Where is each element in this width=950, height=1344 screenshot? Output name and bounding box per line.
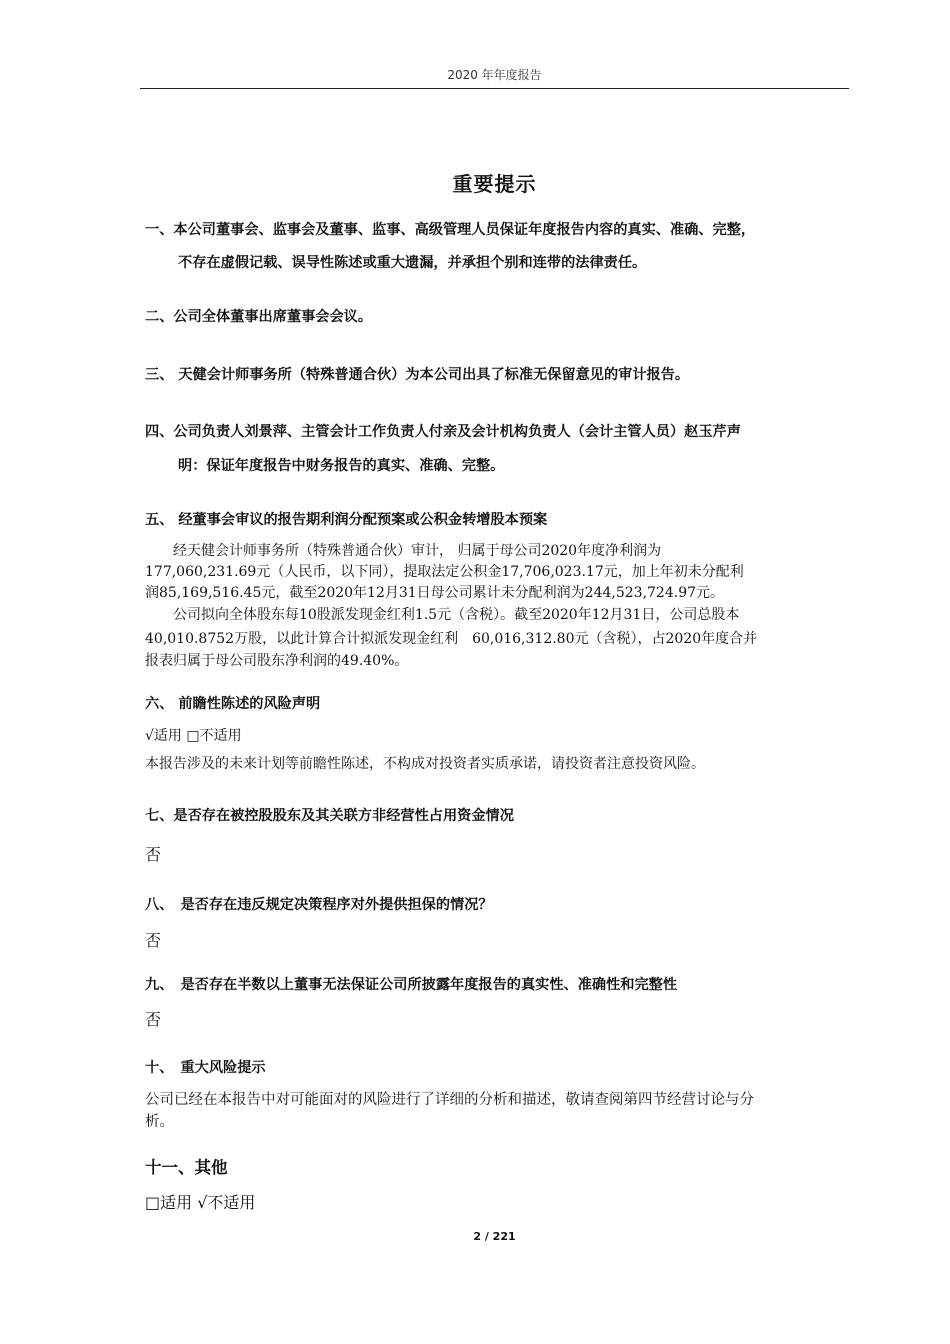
section-8-answer: 否 (145, 931, 162, 950)
section-6-options: √适用 □不适用 (145, 728, 242, 744)
page-title: 重要提示 (452, 172, 537, 196)
section-5-para-2-line-2: 40,010.8752万股，以此计算合计拟派发现金红利 60,016,312.80元（含税），占2020年度合并 (145, 631, 758, 647)
section-6-heading: 六、 前瞻性陈述的风险声明 (145, 696, 321, 712)
section-4-line-2: 明：保证年度报告中财务报告的真实、准确、完整。 (178, 458, 505, 474)
section-3: 三、 天健会计师事务所（特殊普通合伙）为本公司出具了标准无保留意见的审计报告。 (145, 367, 690, 383)
section-1-line-2: 不存在虚假记载、误导性陈述或重大遗漏，并承担个别和连带的法律责任。 (178, 255, 647, 271)
section-5-heading: 五、 经董事会审议的报告期利润分配预案或公积金转增股本预案 (145, 512, 548, 528)
section-7-heading: 七、是否存在被控股股东及其关联方非经营性占用资金情况 (145, 808, 514, 824)
section-1-line-1: 一、本公司董事会、监事会及董事、监事、高级管理人员保证年度报告内容的真实、准确、完整， (145, 222, 756, 238)
section-5-para-1-line-2: 177,060,231.69元（人民币，以下同），提取法定公积金17,706,023.17元，加上年初未分配利 (145, 564, 744, 580)
page-header: 2020 年年度报告 (447, 68, 542, 82)
section-5-para-1-line-1: 经天健会计师事务所（特殊普通合伙）审计， 归属于母公司2020年度净利润为 (173, 543, 662, 559)
section-5-para-1-line-3: 润85,169,516.45元，截至2020年12月31日母公司累计未分配利润为244,523,724.97元。 (145, 585, 725, 601)
section-9-answer: 否 (145, 1010, 162, 1029)
section-10-text-line-2: 析。 (145, 1114, 174, 1130)
section-6-text: 本报告涉及的未来计划等前瞻性陈述，不构成对投资者实质承诺，请投资者注意投资风险。 (145, 756, 705, 772)
section-9-heading: 九、 是否存在半数以上董事无法保证公司所披露年度报告的真实性、准确性和完整性 (145, 977, 678, 993)
section-4-line-1: 四、公司负责人刘景萍、主管会计工作负责人付亲及会计机构负责人（会计主管人员）赵玉芹声 (145, 424, 741, 440)
section-2: 二、公司全体董事出席董事会会议。 (145, 309, 373, 325)
section-11-heading: 十一、其他 (145, 1158, 228, 1177)
section-5-para-2-line-3: 报表归属于母公司股东净利润的49.40%。 (145, 653, 409, 669)
section-7-answer: 否 (145, 845, 162, 864)
header-divider (140, 88, 849, 89)
section-11-options: □适用 √不适用 (145, 1193, 256, 1212)
section-10-text-line-1: 公司已经在本报告中对可能面对的风险进行了详细的分析和描述，敬请查阅第四节经营讨论与分 (145, 1092, 754, 1108)
section-8-heading: 八、 是否存在违反规定决策程序对外提供担保的情况？ (145, 897, 493, 913)
section-5-para-2-line-1: 公司拟向全体股东每10股派发现金红利1.5元（含税）。截至2020年12月31日，公司总股本 (173, 607, 740, 623)
page-number: 2 / 221 (473, 1230, 516, 1243)
section-10-heading: 十、 重大风险提示 (145, 1060, 266, 1076)
